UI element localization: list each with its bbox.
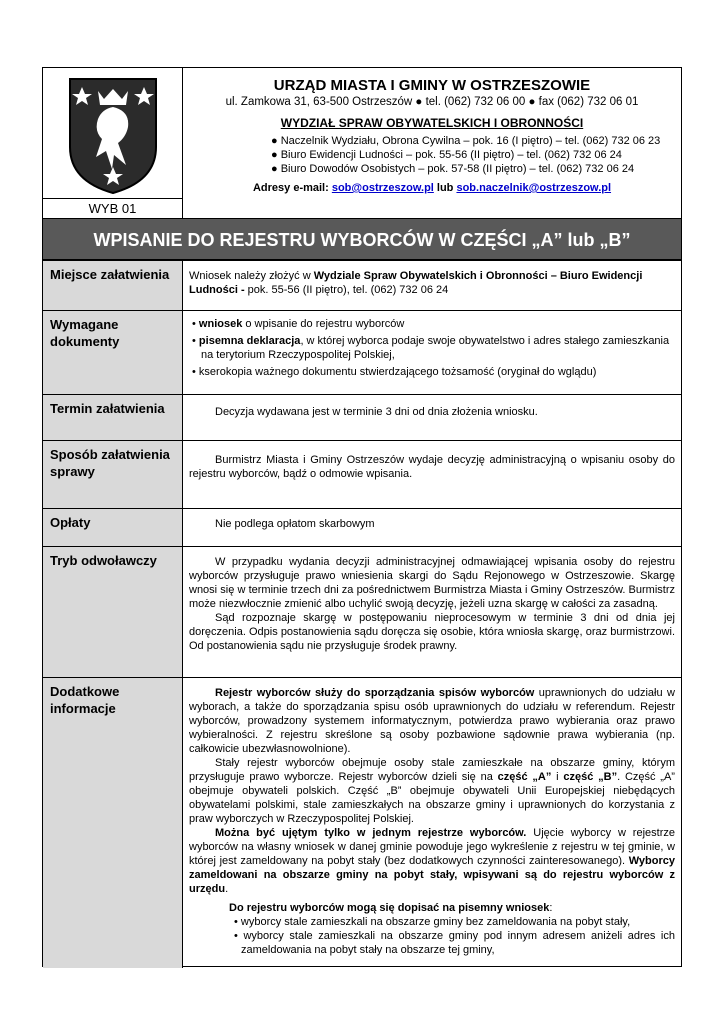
row-label: Tryb odwoławczy (43, 547, 183, 677)
paragraph: W przypadku wydania decyzji administracyjnej odmawiającej wpisania osoby do rejestru wyborców przysługuje prawo wniesienia skargi do Sądu Rejonowego w Ostrzeszowie. Skargę wnosi się w terminie trzech dni za pośrednictwem Burmistrza Miasta i Gminy Ostrzeszów. Burmistrz może niezwłocznie zmienić albo uchylić swoją decyzję, jeżeli uzna skargę w całości za zasadną. (189, 556, 675, 610)
row-content: Burmistrz Miasta i Gminy Ostrzeszów wydaje decyzję administracyjną o wpisaniu osoby do rejestru wyborców, bądź o odmowie wpisania. (189, 454, 675, 480)
text-bold: część „B” (563, 771, 618, 783)
text-bold: Rejestr wyborców służy do sporządzania spisów wyborców (215, 687, 535, 699)
text: kserokopia ważnego dokumentu stwierdzającego tożsamość (oryginał do wglądu) (198, 366, 597, 378)
list-item: • pisemna deklaracja, w której wyborca podaje swoje obywatelstwo i adres stałego zamieszkania na terytorium Rzeczypospolitej Polskiej, (192, 335, 670, 361)
paragraph (189, 756, 675, 826)
office-name: URZĄD MIASTA I GMINY W OSTRZESZOWIE (273, 77, 591, 94)
paragraph: Sąd rozpoznaje skargę w postępowaniu nieprocesowym w terminie 3 dni od dnia jej doręczenia. Odpis postanowienia sądu doręcza się osobie, która wniosła skargę, oraz burmistrzowi. Od postanowienia sądu nie przysługuje środek prawny. (189, 612, 675, 652)
office-item: ● Biuro Ewidencji Ludności – pok. 55-56 (II piętro) – tel. (062) 732 06 24 (271, 149, 622, 161)
document-header (43, 68, 681, 218)
email-line (183, 182, 681, 194)
text: pok. 55-56 (II piętro), tel. (062) 732 06 24 (247, 284, 449, 296)
text: . (225, 883, 229, 895)
text: uprawnionych do udziału w wyborach, a także do sporządzania spisu osób uprawnionych do udziału w referendum. Rejestr wyborców, prowadzony systemem informatycznym, potwierdza prawo wybierania oraz prawo wybieralności. Z rejestru skreślone są osoby pozbawione sądownie prawa wybierania (np. całkowicie ubezwłasnowolnione). (189, 687, 675, 755)
email-separator: lub (433, 182, 457, 194)
form-code: WYB 01 (43, 198, 182, 218)
row-label: Miejsce załatwienia (43, 261, 183, 310)
office-address: ul. Zamkowa 31, 63-500 Ostrzeszów ● tel. (062) 732 06 00 ● fax (062) 732 06 01 (225, 96, 639, 108)
paragraph (189, 686, 675, 756)
list-item: • wyborcy stale zamieszkali na obszarze gminy bez zameldowania na pobyt stały, (234, 916, 631, 928)
row-termin (43, 394, 681, 440)
text: , w której wyborca podaje swoje obywatelstwo i adres stałego zamieszkania na terytorium Rzeczypospolitej Polskiej, (201, 335, 670, 361)
row-sposob (43, 440, 681, 508)
text-bold: Można być ujętym tylko w jednym rejestrze wyborców. (215, 827, 527, 839)
row-tryb (43, 546, 681, 677)
list-item: • wniosek o wpisanie do rejestru wyborców (192, 318, 405, 330)
paragraph (189, 901, 675, 915)
row-content (189, 555, 675, 653)
row-label: Dodatkowe informacje (43, 678, 183, 968)
text-bold: Wyborcy zameldowani na obszarze gminy na pobyt stały, wpisywani są do rejestru wyborców z urzędu (189, 855, 675, 895)
text-bold: Wydziale Spraw Obywatelskich i Obronności – Biuro Ewidencji Ludności - (189, 270, 643, 296)
text: Wniosek należy złożyć w (189, 270, 314, 282)
crest-box (43, 68, 183, 218)
email-link-naczelnik[interactable]: sob.naczelnik@ostrzeszow.pl (456, 182, 612, 194)
text: o wpisanie do rejestru wyborców (242, 318, 405, 330)
row-content: Decyzja wydawana jest w terminie 3 dni od dnia złożenia wniosku. (215, 406, 538, 418)
text: i (551, 771, 564, 783)
office-item: ● Naczelnik Wydziału, Obrona Cywilna – pok. 16 (I piętro) – tel. (062) 732 06 23 (271, 135, 661, 147)
text-bold: wniosek (198, 318, 243, 330)
row-wymagane (43, 310, 681, 394)
row-content (189, 317, 675, 382)
text-bold: Do rejestru wyborców mogą się dopisać na pisemny wniosek (229, 902, 550, 914)
row-label: Opłaty (43, 509, 183, 546)
row-label: Termin załatwienia (43, 395, 183, 440)
office-item: ● Biuro Dowodów Osobistych – pok. 57-58 (II piętro) – tel. (062) 732 06 24 (271, 163, 635, 175)
office-info (183, 68, 681, 194)
text-bold: pisemna deklaracja (198, 335, 301, 347)
row-content (189, 269, 675, 297)
row-content (189, 686, 675, 957)
row-label: Wymagane dokumenty (43, 311, 183, 394)
text-bold: część „A” (497, 771, 552, 783)
email-prefix: Adresy e-mail: (252, 182, 332, 194)
row-oplaty (43, 508, 681, 546)
office-list (183, 134, 681, 176)
row-content: Nie podlega opłatom skarbowym (215, 518, 375, 530)
row-label: Sposób załatwienia sprawy (43, 441, 183, 508)
text: : (549, 902, 553, 914)
row-miejsce (43, 260, 681, 310)
document-title: WPISANIE DO REJESTRU WYBORCÓW W CZĘŚCI „A” lub „B” (43, 218, 681, 260)
email-link-sob[interactable]: sob@ostrzeszow.pl (331, 182, 434, 194)
list-item: • wyborcy stale zamieszkali na obszarze gminy pod innym adresem aniżeli adres ich zameldowania na pobyt stały na obszarze tej gminy, (234, 930, 675, 956)
coat-of-arms-icon (68, 77, 158, 195)
document-frame (42, 67, 682, 967)
paragraph (189, 826, 675, 896)
text: Stały rejestr wyborców obejmuje osoby stale zamieszkałe na obszarze gminy, którym przysługuje prawo wyborcze. Rejestr wyborców dzieli się na (189, 757, 675, 783)
text: Ujęcie wyborcy w rejestrze wyborców na własny wniosek w danej gminie powoduje jego wykreślenie z rejestru w tej gminie, w której jest zameldowany na pobyt stały (bez dodatkowych czynności zainteresowanego). (189, 827, 675, 867)
list-item: • kserokopia ważnego dokumentu stwierdzającego tożsamość (oryginał do wglądu) (192, 366, 597, 378)
text: . Część „A” obejmuje obywateli polskich. Część „B” obejmuje obywateli Unii Europejskiej niebędących obywatelami polskimi, stale zamieszkałych na obszarze gminy i uprawnionych do korzystania z praw wyborczych w Rzeczypospolitej Polskiej. (189, 771, 675, 825)
row-dodatkowe (43, 677, 681, 968)
department-name: WYDZIAŁ SPRAW OBYWATELSKICH I OBRONNOŚCI (280, 116, 584, 130)
